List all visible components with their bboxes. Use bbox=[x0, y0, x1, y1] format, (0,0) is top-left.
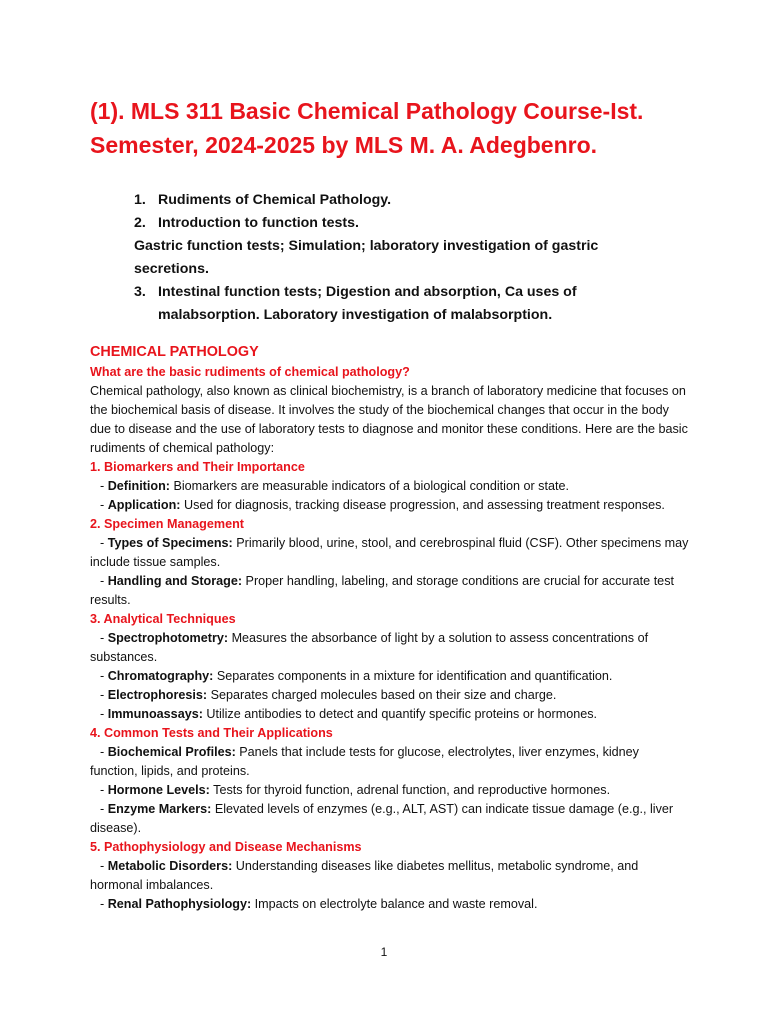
subsection-heading: 3. Analytical Techniques bbox=[90, 612, 236, 626]
bullet-label: Biochemical Profiles: bbox=[107, 745, 236, 759]
bullet-text: Utilize antibodies to detect and quantify specific proteins or hormones. bbox=[206, 707, 598, 721]
bullet-item bbox=[90, 781, 690, 800]
outline-item-text: Rudiments of Chemical Pathology. bbox=[158, 192, 392, 208]
bullet-item bbox=[90, 705, 690, 724]
outline-subitem bbox=[134, 235, 634, 281]
bullet-label: Handling and Storage: bbox=[107, 574, 243, 588]
bullet-dash: - bbox=[100, 802, 108, 816]
bullet-item bbox=[90, 667, 690, 686]
bullet-dash: - bbox=[100, 707, 108, 721]
bullet-text: Biomarkers are measurable indicators of a biological condition or state. bbox=[173, 479, 569, 493]
bullet-dash: - bbox=[100, 745, 108, 759]
section-title: CHEMICAL PATHOLOGY bbox=[90, 344, 259, 360]
outline-item bbox=[134, 281, 634, 327]
bullet-item bbox=[90, 477, 690, 496]
bullet-dash: - bbox=[100, 631, 108, 645]
bullet-dash: - bbox=[100, 783, 108, 797]
bullet-dash: - bbox=[100, 859, 108, 873]
bullet-item bbox=[90, 572, 690, 610]
bullet-text: Elevated levels of enzymes (e.g., ALT, AST) can indicate tissue damage (e.g., liver disease). bbox=[90, 802, 674, 835]
course-outline bbox=[134, 189, 634, 327]
subsection-heading: 5. Pathophysiology and Disease Mechanisms bbox=[90, 840, 362, 854]
outline-subitem-text: Gastric function tests; Simulation; laboratory investigation of gastric secretions. bbox=[134, 238, 599, 277]
bullet-label: Renal Pathophysiology: bbox=[107, 897, 252, 911]
outline-item-number: 2. bbox=[134, 215, 146, 231]
bullet-item bbox=[90, 895, 690, 914]
bullet-label: Definition: bbox=[107, 479, 170, 493]
bullet-item bbox=[90, 743, 690, 781]
bullet-dash: - bbox=[100, 574, 108, 588]
bullet-label: Hormone Levels: bbox=[107, 783, 210, 797]
document-title: (1). MLS 311 Basic Chemical Pathology Course-Ist. Semester, 2024-2025 by MLS M. A. Adegbenro. bbox=[90, 98, 644, 158]
bullet-text: Separates charged molecules based on their size and charge. bbox=[210, 688, 557, 702]
bullet-label: Application: bbox=[107, 498, 181, 512]
bullet-dash: - bbox=[100, 479, 108, 493]
bullet-text: Used for diagnosis, tracking disease progression, and assessing treatment responses. bbox=[183, 498, 665, 512]
bullet-dash: - bbox=[100, 498, 108, 512]
bullet-dash: - bbox=[100, 536, 108, 550]
outline-item-text: Intestinal function tests; Digestion and absorption, Ca uses of malabsorption. Laboratory investigation of malabsorption. bbox=[158, 284, 577, 323]
outline-item-text: Introduction to function tests. bbox=[158, 215, 359, 231]
bullet-label: Enzyme Markers: bbox=[107, 802, 212, 816]
section-question: What are the basic rudiments of chemical pathology? bbox=[90, 365, 410, 379]
page-number: 1 bbox=[380, 945, 388, 959]
bullet-dash: - bbox=[100, 688, 108, 702]
subsection-heading: 4. Common Tests and Their Applications bbox=[90, 726, 333, 740]
bullet-label: Spectrophotometry: bbox=[107, 631, 229, 645]
bullet-text: Panels that include tests for glucose, electrolytes, liver enzymes, kidney function, lipids, and proteins. bbox=[90, 745, 639, 778]
bullet-text: Proper handling, labeling, and storage conditions are crucial for accurate test results. bbox=[90, 574, 674, 607]
bullet-dash: - bbox=[100, 669, 108, 683]
bullet-label: Types of Specimens: bbox=[107, 536, 233, 550]
subsection-heading: 1. Biomarkers and Their Importance bbox=[90, 460, 305, 474]
bullet-text: Measures the absorbance of light by a solution to assess concentrations of substances. bbox=[90, 631, 649, 664]
bullet-label: Electrophoresis: bbox=[107, 688, 208, 702]
intro-paragraph: Chemical pathology, also known as clinical biochemistry, is a branch of laboratory medicine that focuses on the biochemical basis of disease. It involves the study of the biochemical changes that occur in the body due to disease and the use of laboratory tests to diagnose and monitor these conditions. Here are the basic rudiments of chemical pathology: bbox=[90, 384, 688, 455]
bullet-text: Tests for thyroid function, adrenal function, and reproductive hormones. bbox=[213, 783, 611, 797]
bullet-item bbox=[90, 857, 690, 895]
outline-item-number: 1. bbox=[134, 192, 146, 208]
bullet-label: Chromatography: bbox=[107, 669, 214, 683]
bullet-item bbox=[90, 629, 690, 667]
outline-item bbox=[134, 189, 634, 212]
bullet-item bbox=[90, 800, 690, 838]
bullet-dash: - bbox=[100, 897, 108, 911]
sections-container bbox=[90, 458, 690, 914]
bullet-item bbox=[90, 534, 690, 572]
document-body bbox=[90, 342, 690, 914]
bullet-text: Understanding diseases like diabetes mellitus, metabolic syndrome, and hormonal imbalances. bbox=[90, 859, 639, 892]
bullet-label: Immunoassays: bbox=[107, 707, 203, 721]
bullet-item bbox=[90, 686, 690, 705]
outline-item-number: 3. bbox=[134, 284, 146, 300]
subsection-heading: 2. Specimen Management bbox=[90, 517, 244, 531]
outline-item bbox=[134, 212, 634, 235]
bullet-text: Separates components in a mixture for identification and quantification. bbox=[216, 669, 613, 683]
bullet-text: Impacts on electrolyte balance and waste removal. bbox=[254, 897, 538, 911]
bullet-item bbox=[90, 496, 690, 515]
bullet-label: Metabolic Disorders: bbox=[107, 859, 233, 873]
bullet-text: Primarily blood, urine, stool, and cerebrospinal fluid (CSF). Other specimens may include tissue samples. bbox=[90, 536, 689, 569]
